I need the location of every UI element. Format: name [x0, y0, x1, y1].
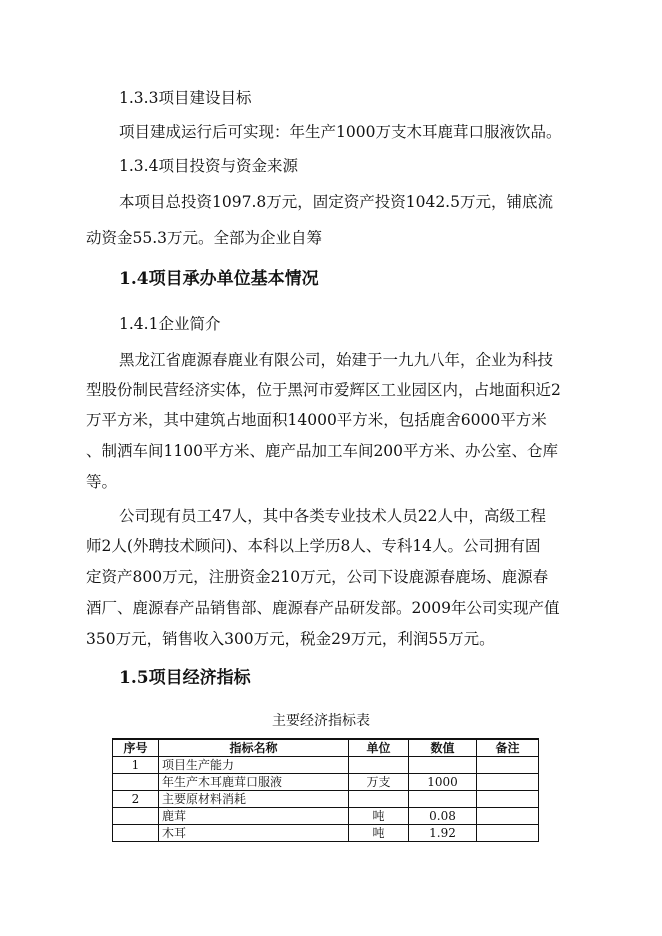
staff-paragraph-line-4: 酒厂、鹿源春产品销售部、鹿源春产品研发部。2009年公司实现产值 [86, 599, 560, 617]
staff-paragraph-line-5: 350万元，销售收入300万元，税金29万元，利润55万元。 [86, 630, 495, 648]
cell-unit [349, 757, 409, 774]
staff-paragraph-line-1: 公司现有员工47人，其中各类专业技术人员22人中，高级工程 [119, 507, 546, 525]
cell-no [113, 774, 159, 791]
cell-value: 1000 [409, 774, 477, 791]
cell-value: 1.92 [409, 825, 477, 842]
cell-unit: 万支 [349, 774, 409, 791]
cell-note [477, 791, 539, 808]
cell-unit: 吨 [349, 808, 409, 825]
cell-note [477, 757, 539, 774]
table-row [113, 808, 539, 825]
economic-indicators-table [112, 738, 539, 842]
cell-value [409, 791, 477, 808]
cell-value [409, 757, 477, 774]
table-header-row [113, 739, 539, 757]
cell-unit [349, 791, 409, 808]
heading-1-5: 1.5项目经济指标 [119, 668, 251, 688]
section-1-4-1-title: 1.4.1企业简介 [119, 315, 221, 333]
cell-name: 主要原材料消耗 [159, 791, 349, 808]
cell-no: 2 [113, 791, 159, 808]
table-row [113, 825, 539, 842]
cell-unit: 吨 [349, 825, 409, 842]
company-intro-line-3: 万平方米，其中建筑占地面积14000平方米，包括鹿舍6000平方米 [86, 411, 547, 429]
table-caption: 主要经济指标表 [272, 713, 370, 729]
header-note: 备注 [477, 739, 539, 757]
table-row [113, 757, 539, 774]
section-1-3-4-title: 1.3.4项目投资与资金来源 [119, 157, 298, 175]
table-row [113, 791, 539, 808]
company-intro-line-5: 等。 [86, 473, 118, 491]
cell-value: 0.08 [409, 808, 477, 825]
cell-name: 鹿茸 [159, 808, 349, 825]
table-row [113, 774, 539, 791]
cell-note [477, 774, 539, 791]
cell-note [477, 808, 539, 825]
company-intro-line-2: 型股份制民营经济实体，位于黑河市爱辉区工业园区内，占地面积近2 [86, 381, 561, 399]
cell-name: 木耳 [159, 825, 349, 842]
section-1-3-4-body-line-2: 动资金55.3万元。全部为企业自筹 [86, 229, 323, 247]
cell-no [113, 825, 159, 842]
header-no: 序号 [113, 739, 159, 757]
company-intro-line-4: 、制洒车间1100平方米、鹿产品加工车间200平方米、办公室、仓库 [86, 442, 559, 460]
cell-no [113, 808, 159, 825]
cell-note [477, 825, 539, 842]
header-name: 指标名称 [159, 739, 349, 757]
section-1-3-3-body: 项目建成运行后可实现：年生产1000万支木耳鹿茸口服液饮品。 [119, 123, 562, 141]
company-intro-line-1: 黑龙江省鹿源春鹿业有限公司，始建于一九九八年，企业为科技 [119, 351, 554, 369]
header-value: 数值 [409, 739, 477, 757]
cell-name: 年生产木耳鹿茸口服液 [159, 774, 349, 791]
staff-paragraph-line-3: 定资产800万元，注册资金210万元，公司下设鹿源春鹿场、鹿源春 [86, 568, 549, 586]
header-unit: 单位 [349, 739, 409, 757]
cell-name: 项目生产能力 [159, 757, 349, 774]
section-1-3-4-body-line-1: 本项目总投资1097.8万元，固定资产投资1042.5万元，铺底流 [119, 193, 553, 211]
staff-paragraph-line-2: 师2人(外聘技术顾问)、本科以上学历8人、专科14人。公司拥有固 [86, 537, 541, 555]
section-1-3-3-title: 1.3.3项目建设目标 [119, 89, 252, 107]
cell-no: 1 [113, 757, 159, 774]
heading-1-4: 1.4项目承办单位基本情况 [119, 269, 319, 289]
